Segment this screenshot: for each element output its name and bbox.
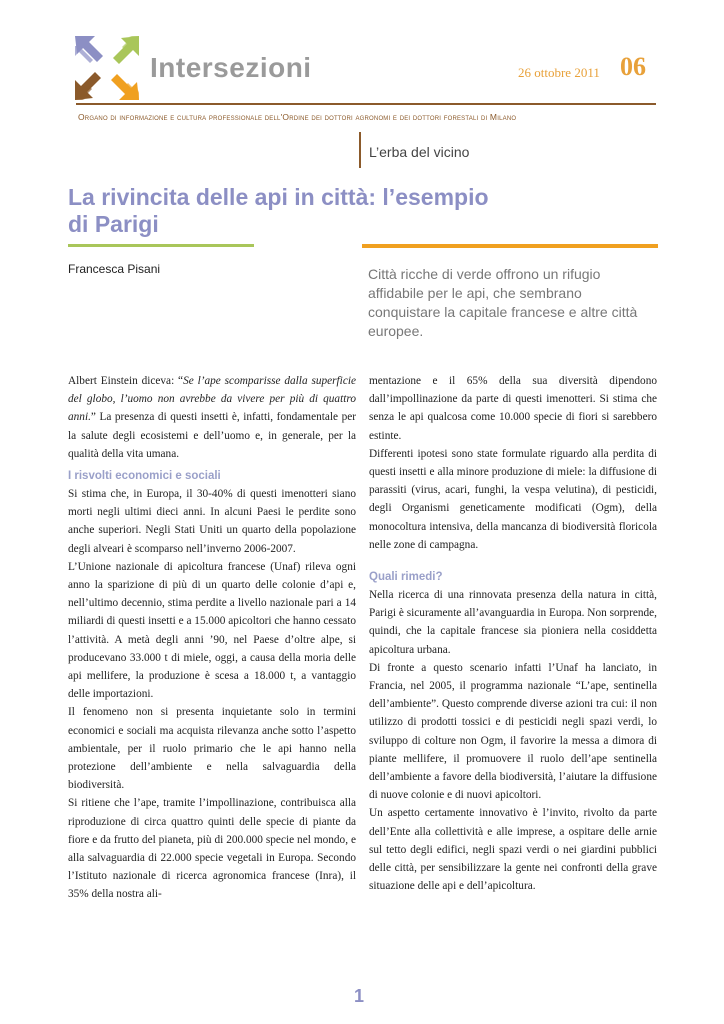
text-column-right <box>369 372 657 895</box>
paragraph: Di fronte a questo scenario infatti l’Unaf ha lanciato, in Francia, nel 2005, il programma nazionale “L’ape, sentinella dell’ambiente”. Questo comprende diverse azioni tra cui: il non utilizzo di prodotti tossici e di pesticidi negli spazi verdi, lo sviluppo di colture non Ogm, il favorire la messa a dimora di piante mellifere, il promuovere il ruolo dell’ape sentinella dell’ambiente a favore della biodiversità, l’aiutare la diffusione di nuove colonie e di nuovi apicoltori. <box>369 661 657 802</box>
paragraph: Si stima che, in Europa, il 30-40% di questi imenotteri siano morti negli ultimi dieci anni. In alcuni Paesi le perdite sono anche superiori. Negli Stati Uniti un quarto della popolazione degli alveari è scomparso nell’inverno 2006-2007. <box>68 488 356 555</box>
title-underline <box>68 244 254 247</box>
intro-paragraph <box>68 372 356 463</box>
article-title: La rivincita delle api in città: l’esempio di Parigi <box>68 184 489 237</box>
paragraph: Un aspetto certamente innovativo è l’invito, rivolto da parte dell’Ente alla collettività e alle imprese, a ospitare delle arnie sul tetto degli edifici, negli spazi verdi o nei giardini pubblici delle città, per sensibilizzare la gente nei confronti della grave situazione delle api e dell’apicoltura. <box>369 807 657 893</box>
paragraph: Il fenomeno non si presenta inquietante solo in termini economici e sociali ma acquista rilevanza anche sotto l’aspetto ambientale, per il ruolo primario che le api hanno nella protezione dell’ambiente e nella salvaguardia della biodiversità. <box>68 706 356 792</box>
paragraph: Si ritiene che l’ape, tramite l’impollinazione, contribuisca alla riproduzione di circa quattro quinti delle specie di piante da fiore e da frutto del pianeta, più di 200.000 specie nel mondo, e alla salvaguardia di 22.000 specie vegetali in Europa. Secondo l’Istituto nazionale di ricerca agronomica francese (Inra), il 35% della nostra ali- <box>68 797 356 901</box>
text-column-left <box>68 372 356 904</box>
article-author: Francesca Pisani <box>68 262 161 276</box>
intro-suffix: ” La presenza di questi insetti è, infatti, fondamentale per la salute degli ecosistemi e dell’uomo e, in generale, per la qualità della vita umana. <box>68 411 356 460</box>
intro-prefix: Albert Einstein diceva: “ <box>68 375 184 387</box>
paragraph-continued: mentazione e il 65% della sua diversità dipendono dall’impollinazione da parte di questi imenotteri. Si stima che senza le api qualcosa come 10.000 specie di fiori si sarebbero estinte. <box>369 375 657 442</box>
article-summary: Città ricche di verde offrono un rifugio affidabile per le api, che sembrano conquistare la capitale francese e altre città europee. <box>368 266 638 339</box>
paragraph: L’Unione nazionale di apicoltura francese (Unaf) rileva ogni anno la sparizione di più di un quarto delle colonie d’api e, nell’ultimo decennio, stima perdite a livello nazionale pari a 14 miliardi di questi insetti e a 15.000 apicoltori che hanno cessato l’attività. A metà degli anni ’90, nel Paese d’oltre alpe, si producevano 33.000 t di miele, oggi, a causa della moria delle api mellifere, la produzione è scesa a 18.000 t, a vantaggio delle importazioni. <box>68 560 356 701</box>
header-divider <box>76 103 656 105</box>
page-number: 1 <box>354 986 365 1006</box>
section-marker <box>359 132 361 168</box>
publication-subtitle: Organo di informazione e cultura professionale dell'Ordine dei dottori agronomi e dei dottori forestali di Milano <box>78 112 517 122</box>
summary-divider <box>362 244 658 248</box>
issue-date: 26 ottobre 2011 <box>518 65 600 80</box>
section-name: L’erba del vicino <box>369 144 470 160</box>
issue-number: 06 <box>620 52 646 81</box>
paragraph: Differenti ipotesi sono state formulate riguardo alla perdita di questi insetti e alla minore produzione di miele: la diffusione di parassiti (virus, acari, funghi, la vespa velutina), di pesticidi, degli Organismi geneticamente modificati (Ogm), della monocoltura intensiva, della mancanza di biodiversità floricola nelle zone di campagna. <box>369 447 657 551</box>
paragraph: Nella ricerca di una rinnovata presenza della natura in città, Parigi è sicuramente all’avanguardia in Europa. Non sorprende, quindi, che la capitale francese sia pioniera nella cosiddetta apicoltura urbana. <box>369 589 657 656</box>
einstein-quote: Se l’ape scomparisse dalla superficie del globo, l’uomo non avrebbe da vivere per più di quattro anni. <box>68 375 356 424</box>
subheading-remedies: Quali rimedi? <box>369 571 443 584</box>
brand-name: Intersezioni <box>150 52 312 83</box>
intersezioni-logo-icon <box>73 34 141 102</box>
subheading-economic: I risvolti economici e sociali <box>68 470 221 483</box>
